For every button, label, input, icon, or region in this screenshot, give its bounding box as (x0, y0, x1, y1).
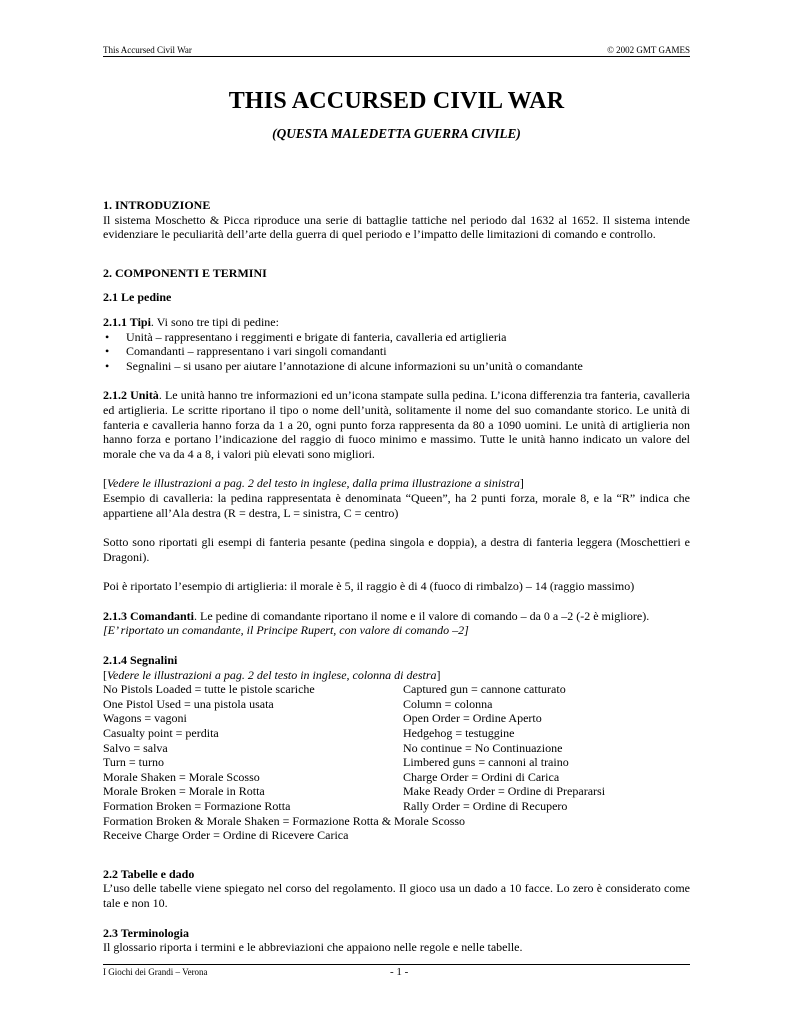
page-header (103, 45, 690, 57)
header-left: This Accursed Civil War (103, 45, 192, 55)
marker-entry: No Pistols Loaded = tutte le pistole scariche (103, 682, 315, 697)
marker-entry: Column = colonna (403, 696, 493, 711)
marker-entry: Charge Order = Ordini di Carica (403, 769, 560, 784)
bracket-close: ] (519, 476, 524, 491)
section-2-1-3-italic: [E’ riportato un comandante, il Principe Rupert, con valore di comando –2] (103, 623, 469, 638)
list-item: • Segnalini – si usano per aiutare l’annotazione di alcune informazioni su un’unità o comandante (103, 359, 690, 374)
section-2-1-heading: 2.1 Le pedine (103, 290, 172, 305)
section-2-1-1 (103, 315, 690, 330)
illustration-note-2 (103, 668, 690, 683)
illustration-note-1 (103, 476, 690, 491)
bracket-open: [ (103, 667, 107, 682)
section-2-1-2 (103, 388, 690, 461)
page-footer (103, 964, 690, 977)
section-2-1-3-label: 2.1.3 Comandanti (103, 608, 195, 623)
marker-entry: Formation Broken & Morale Shaken = Formazione Rotta & Morale Scosso (103, 813, 466, 828)
page-number: - 1 - (390, 966, 409, 978)
markers-right-col (403, 682, 690, 813)
section-2-1-1-label: 2.1.1 Tipi (103, 314, 151, 329)
document-body (103, 198, 690, 955)
list-item: • Unità – rappresentano i reggimenti e brigate di fanteria, cavalleria ed artiglieria (103, 330, 690, 345)
marker-entry: Hedgehog = testuggine (403, 726, 515, 741)
marker-entry: Rally Order = Ordine di Recupero (403, 799, 568, 813)
document-subtitle: (QUESTA MALEDETTA GUERRA CIVILE) (272, 126, 521, 141)
marker-entry: Captured gun = cannone catturato (403, 682, 566, 697)
marker-entry: Turn = turno (103, 755, 165, 770)
illustration-note-1-italic: Vedere le illustrazioni a pag. 2 del testo in inglese, dalla prima illustrazione a sinistra (107, 476, 520, 491)
marker-entry: Salvo = salva (103, 740, 168, 755)
document-title: THIS ACCURSED CIVIL WAR (228, 88, 565, 114)
footer-left: I Giochi dei Grandi – Verona (103, 967, 208, 977)
marker-entry: Casualty point = perdita (103, 726, 219, 741)
infantry-example: Sotto sono riportati gli esempi di fanteria pesante (pedina singola e doppia), a destra di fanteria leggera (Moschettieri e Dragoni). (103, 535, 690, 564)
marker-entry: Make Ready Order = Ordine di Prepararsi (403, 784, 606, 799)
section-1-heading: 1. INTRODUZIONE (103, 198, 211, 212)
section-1-text: Il sistema Moschetto & Picca riproduce una serie di battaglie tattiche nel periodo dal 1632 al 1652. Il sistema intende evidenziare le peculiarità dell’arte della guerra di quel periodo e l’impatto delle limitazioni di comando e controllo. (103, 212, 690, 242)
marker-entry: Limbered guns = cannoni al traino (403, 755, 569, 770)
section-2-3-text: Il glossario riporta i termini e le abbreviazioni che appaiono nelle regole e nelle tabelle. (103, 940, 523, 955)
section-2-1-3-note (103, 623, 690, 638)
marker-entry: Morale Shaken = Morale Scosso (103, 769, 260, 784)
bracket-open: [ (103, 476, 107, 491)
illustration-note-2-italic: Vedere le illustrazioni a pag. 2 del testo in inglese, colonna di destra (107, 667, 437, 682)
section-2-1-2-text: . Le unità hanno tre informazioni ed un’icona stampate sulla pedina. L’icona differenzia tra fanteria, cavalleria ed artiglieria. Le scritte riportano il tipo o nome dell’unità, solitamente il nome del suo comandante storico. Le unità di fanteria e cavalleria hanno forza da 1 a 20, ogni punto forza rappresenta da 80 a 1090 uomini. Le unità di artiglieria non hanno forza e portano l’indicazione del raggio di fuoco minimo e massimo. Tutte le unità hanno indicato un valore del morale che va da 4 a 8, i valori più elevati sono migliori. (103, 388, 690, 461)
section-2-heading: 2. COMPONENTI E TERMINI (103, 265, 267, 280)
section-2-1-4-heading: 2.1.4 Segnalini (103, 653, 178, 668)
bracket-close: ] (436, 667, 441, 682)
list-item: • Comandanti – rappresentano i vari singoli comandanti (103, 344, 690, 359)
section-2-1-1-text: . Vi sono tre tipi di pedine: (150, 314, 279, 329)
artillery-example: Poi è riportato l’esempio di artiglieria: il morale è 5, il raggio è di 4 (fuoco di rimbalzo) – 14 (raggio massimo) (103, 579, 635, 594)
marker-entry: Wagons = vagoni (103, 711, 187, 726)
marker-entry: Open Order = Ordine Aperto (403, 711, 542, 726)
section-2-1-3-text: . Le pedine di comandante riportano il nome e il valore di comando – da 0 a –2 (-2 è migliore). (194, 608, 650, 623)
section-2-3-heading: 2.3 Terminologia (103, 925, 190, 940)
pedine-types-list (103, 330, 690, 374)
section-2-1-3 (103, 609, 690, 624)
section-2-2-text: L’uso delle tabelle viene spiegato nel corso del regolamento. Il gioco usa un dado a 10 facce. Lo zero è considerato come tale e non 10. (103, 881, 690, 910)
marker-entry: Receive Charge Order = Ordine di Ricevere Carica (103, 828, 349, 843)
marker-entry: Formation Broken = Formazione Rotta (103, 799, 291, 813)
header-right: © 2002 GMT GAMES (607, 45, 690, 55)
section-2-1-2-label: 2.1.2 Unità (103, 388, 159, 403)
markers-left-col (103, 682, 403, 813)
section-2-2-heading: 2.2 Tabelle e dado (103, 866, 195, 881)
markers-table (103, 682, 690, 813)
marker-entry: One Pistol Used = una pistola usata (103, 696, 274, 711)
cavalry-example: Esempio di cavalleria: la pedina rappresentata è denominata “Queen”, ha 2 punti forza, morale 8, e la “R” indica che appartiene all’Ala destra (R = destra, L = sinistra, C = centro) (103, 490, 690, 520)
marker-entry: No continue = No Continuazione (403, 740, 563, 755)
marker-entry: Morale Broken = Morale in Rotta (103, 784, 265, 799)
